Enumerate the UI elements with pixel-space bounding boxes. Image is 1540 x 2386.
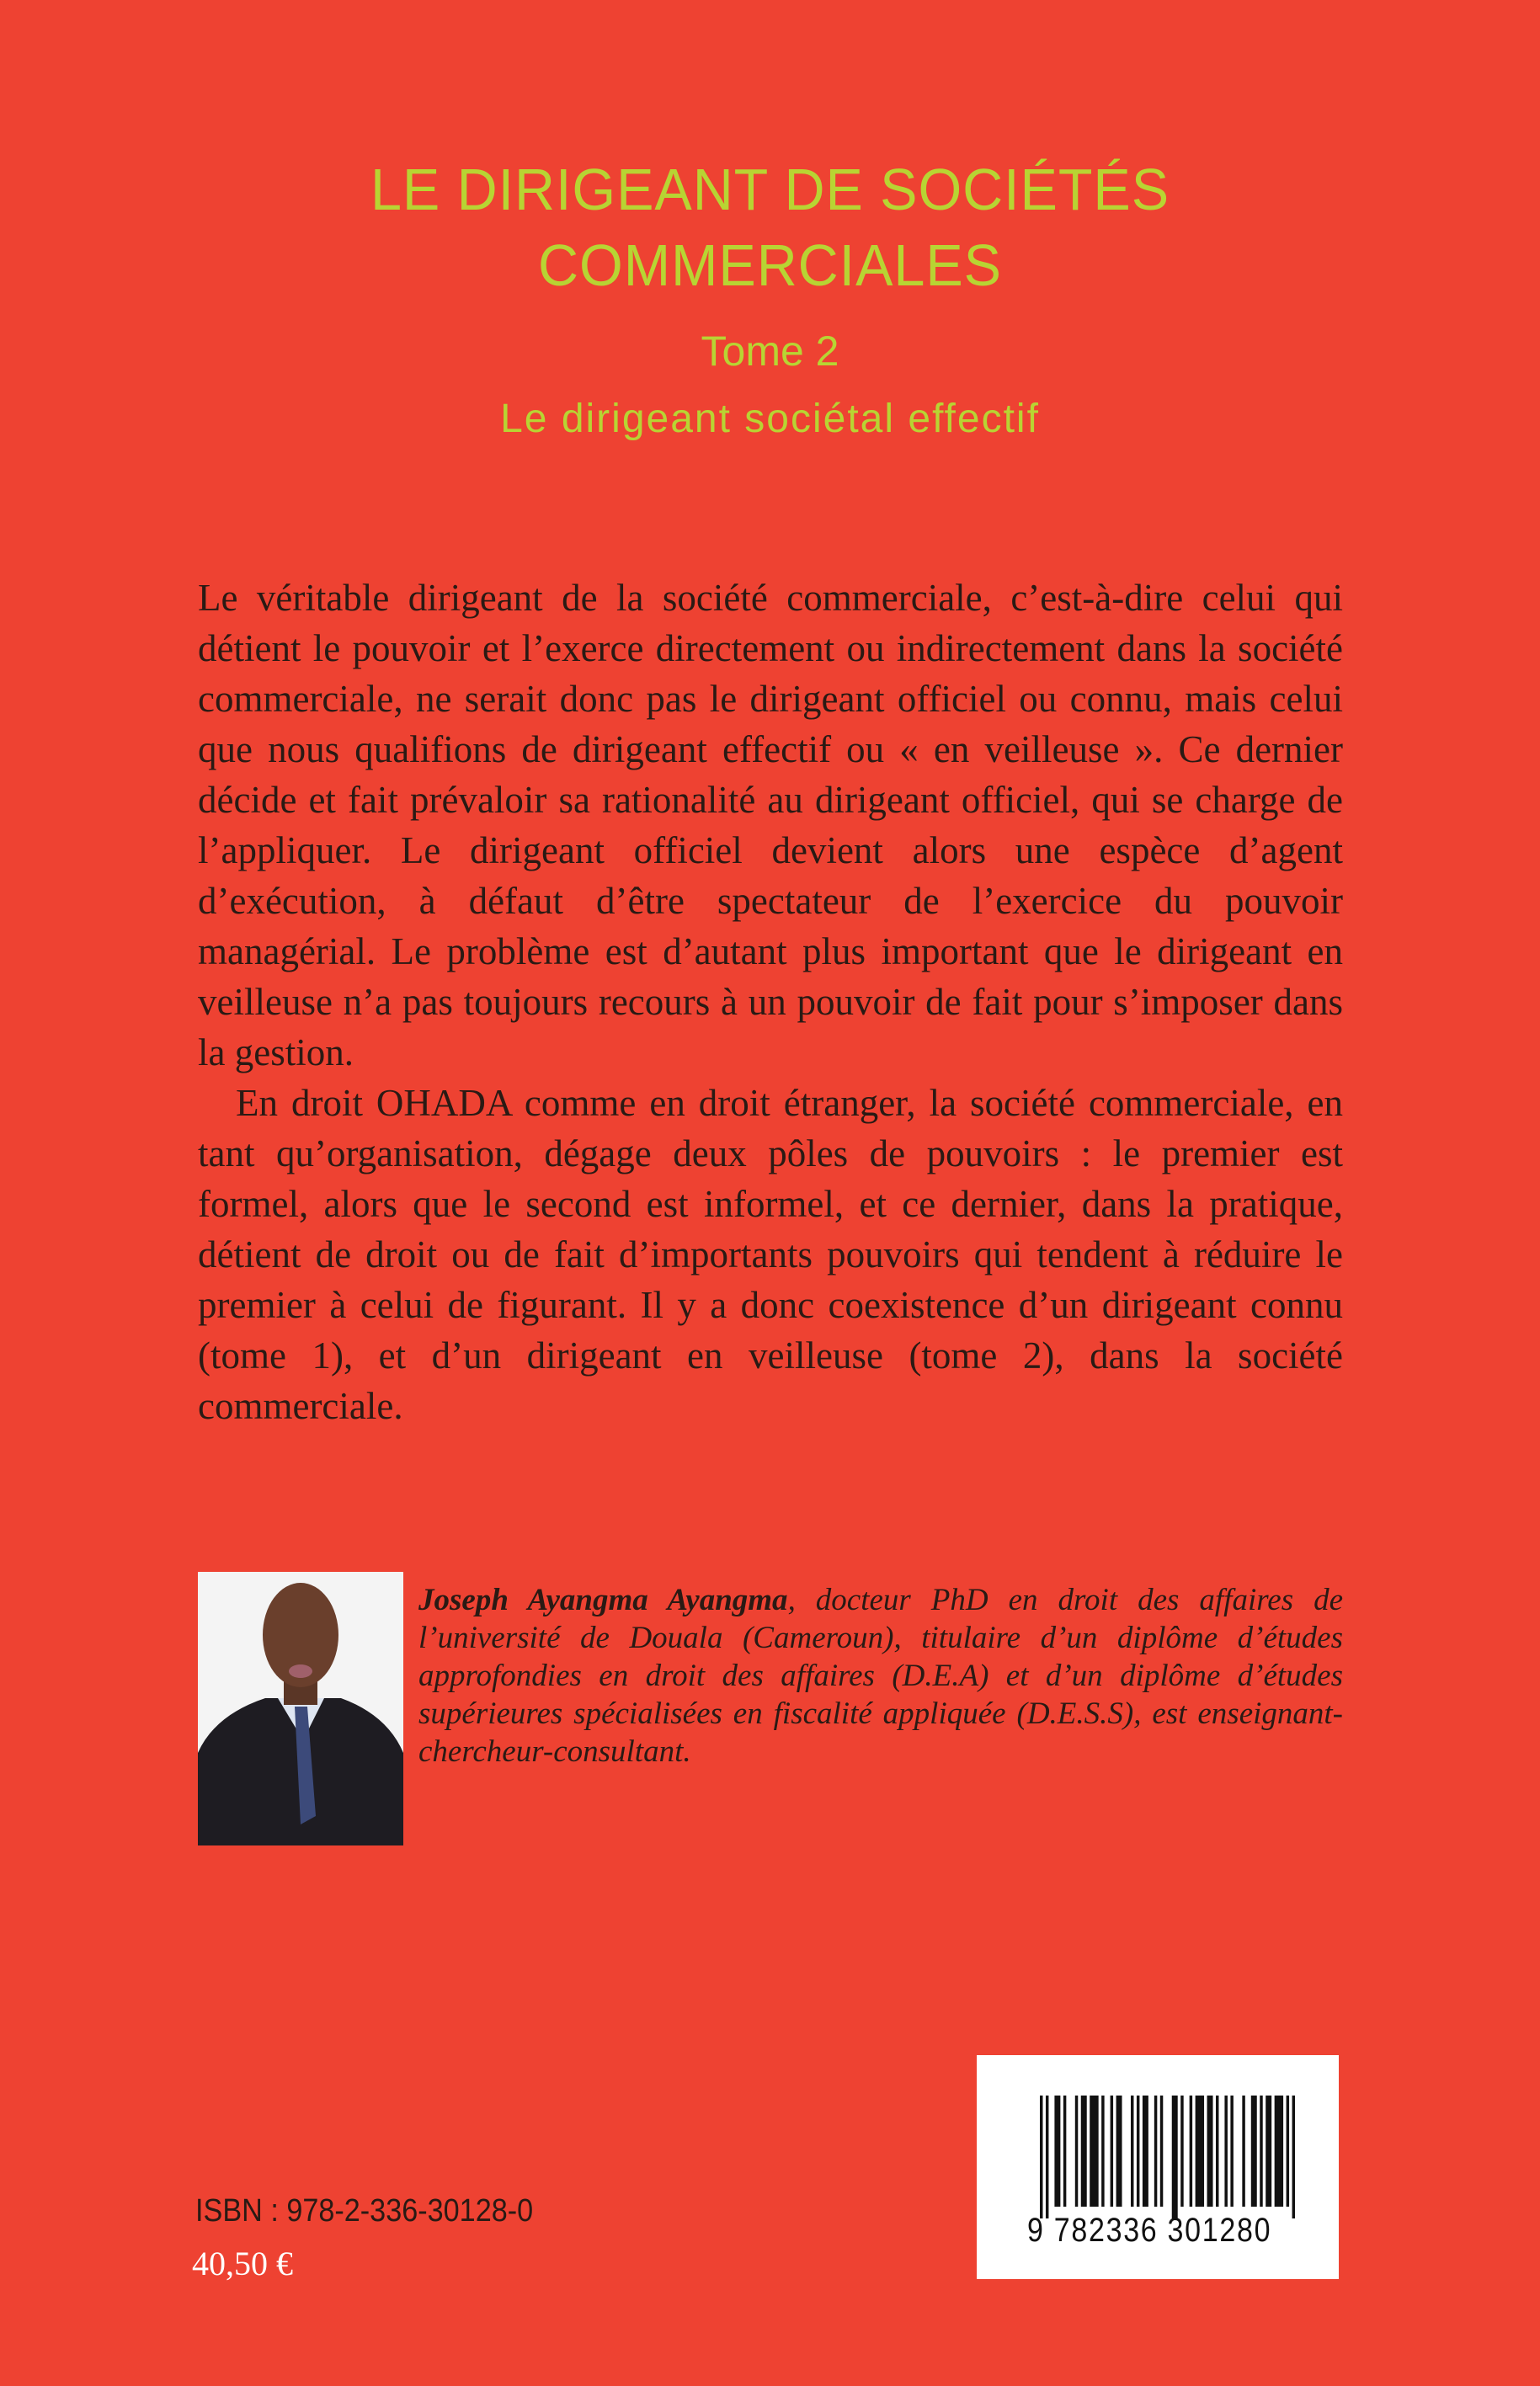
barcode-bar [1230,2096,1233,2207]
barcode-bar [1154,2096,1157,2207]
book-title [39,152,1502,303]
author-bio [418,1581,1343,1771]
price: 40,50 € [192,2245,293,2282]
barcode-digits: 9 782336 301280 [1027,2212,1272,2249]
barcode-bar [1063,2096,1066,2207]
barcode-bar [1224,2096,1227,2207]
barcode-bar [1260,2096,1262,2207]
volume-label: Tome 2 [701,328,839,375]
barcode-bar [1275,2096,1283,2207]
barcode-bar [1046,2096,1048,2218]
barcode [977,2055,1339,2279]
barcode-bar [1242,2096,1244,2207]
title-line-2: COMMERCIALES [538,232,1002,298]
barcode-bar [1131,2096,1133,2207]
barcode-bar [1190,2096,1192,2207]
barcode-bar [1207,2096,1213,2207]
title-line-1: LE DIRIGEANT DE SOCIÉTÉS [370,157,1170,222]
blurb-paragraph: En droit OHADA comme en droit étranger, la société commerciale, en tant qu’organisation, dégage deux pôles de pouvoirs : le premier est formel, alors que le second est informel, et ce dernier, dans la pratique, détient de droit ou de fait d’importants pouvoirs qui tendent à réduire le premier à celui de figurant. Il y a donc coexistence d’un dirigeant connu (tome 1), et d’un dirigeant en veilleuse (tome 2), dans la société commerciale. [198,1082,1343,1427]
barcode-bar [1116,2096,1122,2207]
barcode-bar [1251,2096,1257,2207]
barcode-bar [1292,2096,1295,2218]
isbn: ISBN : 978-2-336-30128-0 [195,2193,534,2229]
author-photo [198,1572,403,1845]
barcode-bar [1137,2096,1139,2207]
barcode-bar [1196,2096,1204,2207]
barcode-bar [1101,2096,1104,2207]
barcode-bar [1111,2096,1113,2207]
author-bio-text: , docteur PhD en droit des affaires de l’université de Douala (Cameroun), titulaire d’un diplôme d’études approfondies en droit des affaires (D.E.A) et d’un diplôme d’études supérieures spécialisées en fiscalité appliquée (D.E.S.S), est enseignant-chercheur-consultant. [418,1583,1343,1769]
barcode-bar [1054,2096,1060,2207]
barcode-bar [1040,2096,1042,2218]
subtitle: Le dirigeant sociétal effectif [500,397,1040,441]
barcode-bar [1216,2096,1218,2207]
barcode-bar [1287,2096,1289,2207]
barcode-bar [1180,2096,1183,2207]
barcode-bar [1266,2096,1271,2207]
barcode-bar [1075,2096,1078,2207]
blurb [198,573,1343,1431]
barcode-bar [1160,2096,1163,2207]
blurb-paragraph: Le véritable dirigeant de la société commerciale, c’est-à-dire celui qui détient le pouvoir et l’exerce directement ou indirectement dans la société commerciale, ne serait donc pas le dirigeant officiel ou connu, mais celui que nous qualifions de dirigeant effectif ou « en veilleuse ». Ce dernier décide et fait prévaloir sa rationalité au dirigeant officiel, qui se charge de l’appliquer. Le dirigeant officiel devient alors une espèce d’agent d’exécution, à défaut d’être spectateur de l’exercice du pouvoir managérial. Le problème est d’autant plus important que le dirigeant en veilleuse n’a pas toujours recours à un pouvoir de fait pour s’imposer dans la gestion. [198,577,1343,1073]
barcode-bars [1040,2096,1301,2218]
barcode-bar [1090,2096,1098,2207]
barcode-bar [1143,2096,1148,2207]
barcode-bar [1172,2096,1178,2218]
author-name: Joseph Ayangma Ayangma [418,1583,788,1617]
barcode-bar [1081,2096,1087,2207]
